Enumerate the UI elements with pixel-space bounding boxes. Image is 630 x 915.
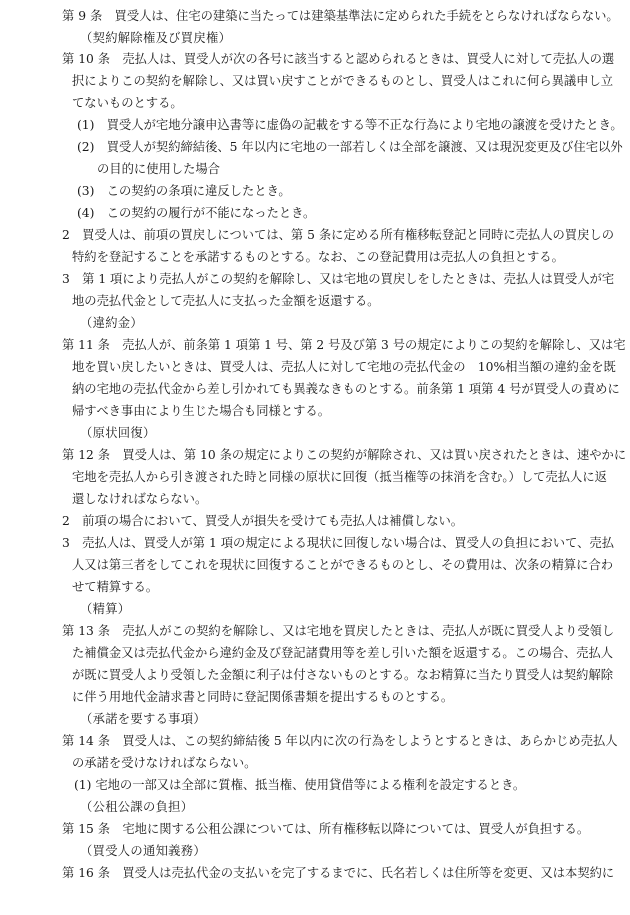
article-15: 第 15 条 宅地に関する公租公課については、所有権移転以降については、買受人が負担する。	[62, 822, 590, 836]
article-10-para-3-cont: 地の売払代金として売払人に支払った金額を返還する。	[72, 294, 380, 308]
article-12-para-3-cont-2: せて精算する。	[72, 580, 159, 594]
article-11-line-1: 第 11 条 売払人が、前条第 1 項第 1 号、第 2 号及び第 3 号の規定によりこの契約を解除し、又は宅	[62, 338, 626, 352]
article-16-line-1: 第 16 条 買受人は売払代金の支払いを完了するまでに、氏名若しくは住所等を変更、又は本契約に	[62, 866, 615, 880]
heading-restoration: （原状回復）	[80, 426, 156, 440]
heading-rescission-repurchase: （契約解除権及び買戻権）	[80, 31, 232, 45]
article-10-item-3: (3) この契約の条項に違反したとき。	[77, 184, 291, 198]
article-13-line-3: が既に買受人より受領した金額に利子は付さないものとする。なお精算に当たり買受人は契約解除	[72, 668, 614, 682]
article-14-line-1: 第 14 条 買受人は、この契約締結後 5 年以内に次の行為をしようとするときは、あらかじめ売払人	[62, 734, 618, 748]
article-13-line-2: た補償金又は売払代金から違約金及び登記諸費用等を差し引いた額を返還する。この場合、売払人	[72, 646, 614, 660]
article-10-line-3: てないものとする。	[72, 96, 183, 110]
article-9: 第 9 条 買受人は、住宅の建築に当たっては建築基準法に定められた手続をとらなければならない。	[62, 9, 619, 23]
article-10-line-1: 第 10 条 売払人は、買受人が次の各号に該当すると認められるときは、買受人に対して売払人の選	[62, 52, 615, 66]
article-10-line-2: 択によりこの契約を解除し、又は買い戻すことができるものとし、買受人はこれに何ら異議申し立	[72, 74, 614, 88]
heading-penalty: （違約金）	[80, 316, 143, 330]
article-14-item-1: (1) 宅地の一部又は全部に質権、抵当権、使用貸借等による権利を設定するとき。	[74, 778, 526, 792]
article-10-para-2: 2 買受人は、前項の買戻しについては、第 5 条に定める所有権移転登記と同時に売払人の買戻しの	[62, 228, 614, 242]
article-10-para-3: 3 第 1 項により売払人がこの契約を解除し、又は宅地の買戻しをしたときは、売払人は買受人が宅	[62, 272, 615, 286]
article-12-line-3: 還しなければならない。	[72, 492, 208, 506]
article-11-line-3: 納の宅地の売払代金から差し引かれても異義なきものとする。前条第 1 項第 4 号が買受人の責めに	[72, 382, 620, 396]
article-11-line-2: 地を買い戻したいときは、買受人は、売払人に対して宅地の売払代金の 10%相当額の違約金を既	[72, 360, 616, 374]
article-12-para-3-cont-1: 人又は第三者をしてこれを現状に回復することができるものとし、その費用は、次条の精算に合わ	[72, 558, 614, 572]
article-12-line-1: 第 12 条 買受人は、第 10 条の規定によりこの契約が解除され、又は買い戻されたときは、速やかに	[62, 448, 627, 462]
article-12-para-3: 3 売払人は、買受人が第 1 項の規定による現状に回復しない場合は、買受人の負担において、売払	[62, 536, 614, 550]
heading-taxes-and-dues: （公租公課の負担）	[80, 800, 194, 814]
article-13-line-4: に伴う用地代金請求書と同時に登記関係書類を提出するものとする。	[72, 690, 454, 704]
article-10-para-2-cont: 特約を登記することを承諾するものとする。なお、この登記費用は売払人の負担とする。	[72, 250, 564, 264]
heading-buyer-notification-duty: （買受人の通知義務）	[80, 844, 206, 858]
article-12-line-2: 宅地を売払人から引き渡された時と同様の原状に回復（抵当権等の抹消を含む。）して売払人に返	[72, 470, 607, 484]
article-10-item-4: (4) この契約の履行が不能になったとき。	[77, 206, 316, 220]
article-13-line-1: 第 13 条 売払人がこの契約を解除し、又は宅地を買戻したときは、売払人が既に買受人より受領し	[62, 624, 615, 638]
article-10-item-2: (2) 買受人が契約締結後、5 年以内に宅地の一部若しくは全部を譲渡、又は現況変更及び住宅以外	[77, 140, 623, 154]
article-10-item-2-cont: の目的に使用した場合	[97, 162, 220, 176]
article-12-para-2: 2 前項の場合において、買受人が損失を受けても売払人は補償しない。	[62, 514, 464, 528]
article-14-line-2: の承諾を受けなければならない。	[72, 756, 257, 770]
article-10-item-1: (1) 買受人が宅地分譲申込書等に虚偽の記載をする等不正な行為により宅地の譲渡を受けたとき。	[77, 118, 623, 132]
heading-matters-requiring-consent: （承諾を要する事項）	[80, 712, 206, 726]
article-11-line-4: 帰すべき事由により生じた場合も同様とする。	[72, 404, 330, 418]
heading-settlement: （精算）	[80, 602, 131, 616]
